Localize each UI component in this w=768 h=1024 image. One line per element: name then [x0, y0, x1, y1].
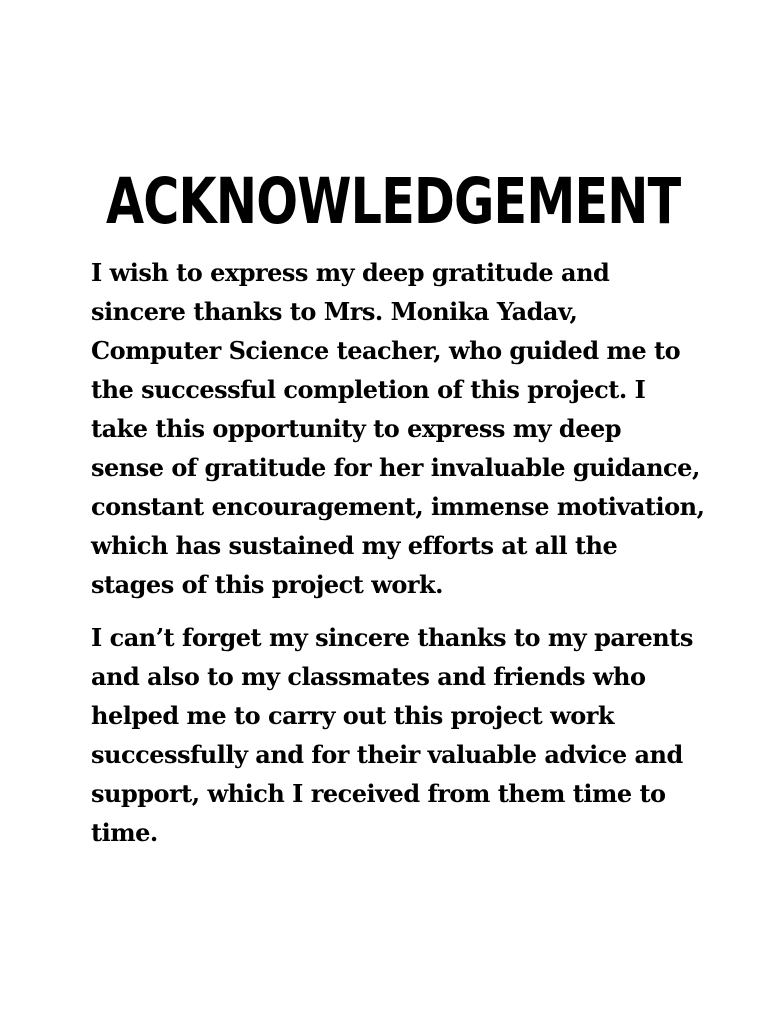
paragraph-line: stages of this project work. — [91, 570, 444, 599]
paragraph-line: which has sustained my efforts at all the — [91, 531, 618, 560]
paragraph-line: take this opportunity to express my deep — [91, 414, 622, 443]
paragraph-line: I wish to express my deep gratitude and — [91, 258, 610, 287]
page-title: ACKNOWLEDGEMENT — [106, 165, 681, 239]
paragraph-line: sense of gratitude for her invaluable guidance, — [91, 453, 700, 482]
paragraph-line: time. — [91, 818, 158, 847]
paragraph-line: support, which I received from them time to — [91, 779, 666, 808]
paragraph-line: successfully and for their valuable advice and — [91, 740, 683, 769]
paragraph-line: and also to my classmates and friends who — [91, 662, 646, 691]
paragraph-line: Computer Science teacher, who guided me to — [91, 336, 681, 365]
paragraph-gratitude — [91, 253, 731, 604]
paragraph-line: I can’t forget my sincere thanks to my parents — [91, 623, 693, 652]
paragraph-line: constant encouragement, immense motivation, — [91, 492, 705, 521]
paragraph-line: sincere thanks to Mrs. Monika Yadav, — [91, 297, 578, 326]
paragraph-line: the successful completion of this project. I — [91, 375, 646, 404]
paragraph-thanks — [91, 618, 731, 852]
paragraph-line: helped me to carry out this project work — [91, 701, 615, 730]
